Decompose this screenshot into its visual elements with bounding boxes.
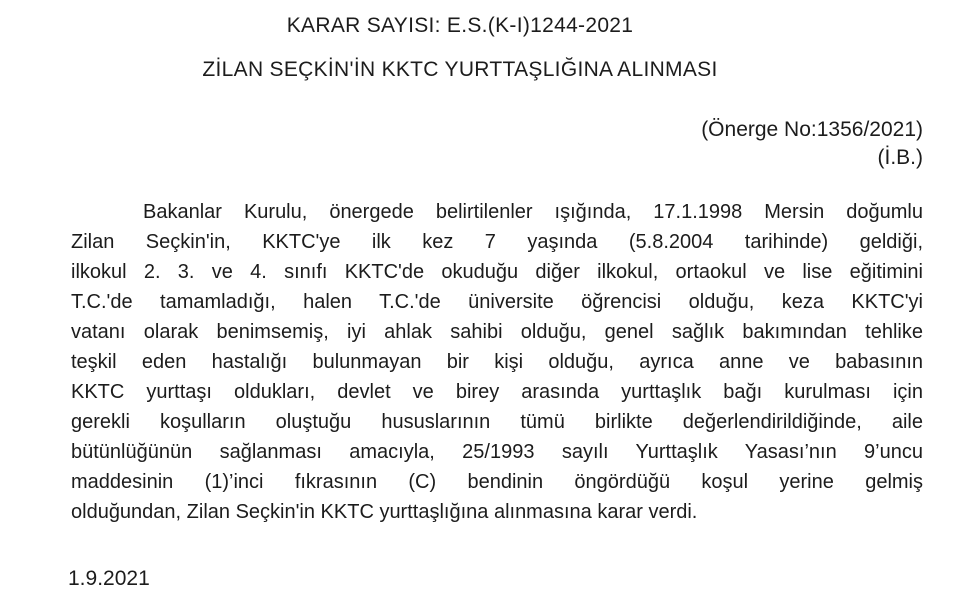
body-line: KKTC yurttaşı oldukları, devlet ve birey arasında yurttaşlık bağı kurulması için xyxy=(71,381,923,403)
proposal-number: (Önerge No:1356/2021) xyxy=(701,118,923,141)
decision-subject-title: ZİLAN SEÇKİN'İN KKTC YURTTAŞLIĞINA ALINMASI xyxy=(202,58,718,81)
body-line: gerekli koşulların oluştuğu hususlarının tümü birlikte değerlendirildiğinde, aile xyxy=(71,411,923,433)
body-line: olduğundan, Zilan Seçkin'in KKTC yurttaşlığına alınmasına karar verdi. xyxy=(71,501,698,523)
body-line: vatanı olarak benimsemiş, iyi ahlak sahibi olduğu, genel sağlık bakımından tehlike xyxy=(71,321,923,343)
ministry-abbreviation: (İ.B.) xyxy=(877,146,923,169)
decision-number-title: KARAR SAYISI: E.S.(K-I)1244-2021 xyxy=(286,14,634,37)
body-line: T.C.'de tamamladığı, halen T.C.'de üniversite öğrencisi olduğu, keza KKTC'yi xyxy=(71,291,923,313)
body-line: Bakanlar Kurulu, önergede belirtilenler ışığında, 17.1.1998 Mersin doğumlu xyxy=(143,201,923,223)
body-line: Zilan Seçkin'in, KKTC'ye ilk kez 7 yaşında (5.8.2004 tarihinde) geldiği, xyxy=(71,231,923,253)
decision-body-paragraph xyxy=(71,197,923,527)
decision-date: 1.9.2021 xyxy=(68,567,150,590)
body-line: bütünlüğünün sağlanması amacıyla, 25/1993 sayılı Yurttaşlık Yasası’nın 9’uncu xyxy=(71,441,923,463)
body-line: maddesinin (1)’inci fıkrasının (C) bendinin öngördüğü koşul yerine gelmiş xyxy=(71,471,923,493)
proposal-reference-block xyxy=(71,116,923,172)
body-line: ilkokul 2. 3. ve 4. sınıfı KKTC'de okuduğu diğer ilkokul, ortaokul ve lise eğitimini xyxy=(71,261,923,283)
body-line: teşkil eden hastalığı bulunmayan bir kişi olduğu, ayrıca anne ve babasının xyxy=(71,351,923,373)
